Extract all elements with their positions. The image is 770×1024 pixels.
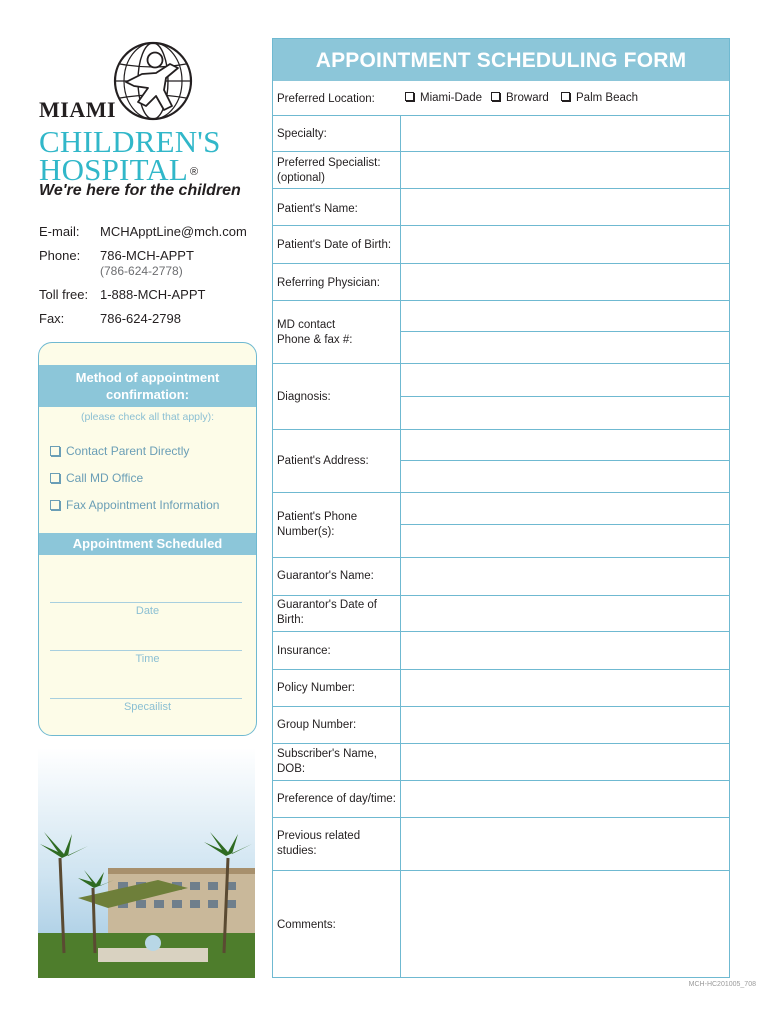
policy-field[interactable] (401, 670, 729, 706)
location-label: Preferred Location: (277, 93, 375, 105)
patient-name-label: Patient's Name: (277, 203, 358, 215)
insurance-label: Insurance: (277, 645, 331, 657)
fax-label: Fax: (39, 311, 65, 326)
brand-hospital: HOSPITAL (39, 152, 188, 187)
check-call-md[interactable] (50, 471, 143, 485)
specialist-label-line1: Preferred Specialist: (277, 157, 381, 169)
comments-label: Comments: (277, 919, 336, 931)
referring-field[interactable] (401, 264, 729, 300)
specialist-label (277, 156, 381, 186)
checkbox-icon[interactable] (50, 473, 60, 483)
guarantor-name-label: Guarantor's Name: (277, 570, 374, 582)
group-field[interactable] (401, 707, 729, 743)
phone-number-line2: Number(s): (277, 526, 335, 538)
phone-number-field[interactable] (401, 493, 729, 557)
location-broward-label: Broward (506, 92, 549, 104)
patient-name-field[interactable] (401, 189, 729, 225)
address-field[interactable] (401, 430, 729, 492)
studies-field[interactable] (401, 818, 729, 870)
brand-miami: MIAMI (39, 97, 117, 122)
time-line[interactable] (50, 650, 242, 651)
location-palm-beach-label: Palm Beach (576, 92, 639, 104)
check-fax-info[interactable] (50, 498, 219, 512)
location-palm-beach[interactable] (561, 92, 638, 104)
date-line[interactable] (50, 602, 242, 603)
dob-label: Patient's Date of Birth: (277, 239, 392, 251)
subscriber-field[interactable] (401, 744, 729, 780)
phone-numeric: (786-624-2778) (100, 264, 183, 278)
fax-value: 786-624-2798 (100, 311, 181, 326)
specialist-label: Specailist (123, 701, 172, 713)
form-code: MCH-HC201005_708 (688, 981, 756, 988)
time-label: Time (135, 653, 160, 665)
confirmation-panel (38, 342, 257, 736)
check-contact-parent-label: Contact Parent Directly (66, 444, 190, 458)
studies-line1: Previous related (277, 830, 361, 842)
md-contact-line2: Phone & fax #: (277, 334, 353, 346)
specialist-line[interactable] (50, 698, 242, 699)
tollfree-value: 1-888-MCH-APPT (100, 287, 206, 302)
diagnosis-field[interactable] (401, 364, 729, 429)
guarantor-name-field[interactable] (401, 558, 729, 595)
phone-label: Phone: (39, 248, 81, 263)
group-label: Group Number: (277, 719, 357, 731)
confirmation-title-line1: Method of appointment (75, 370, 220, 385)
checkbox-icon[interactable] (50, 500, 60, 510)
checkbox-icon[interactable] (405, 92, 414, 101)
insurance-field[interactable] (401, 632, 729, 669)
address-label: Patient's Address: (277, 455, 369, 467)
guarantor-dob-line2: Birth: (277, 614, 304, 626)
phone-number-label (277, 510, 357, 540)
phone-value: 786-MCH-APPT (100, 248, 194, 263)
location-miami-dade[interactable] (405, 92, 482, 104)
confirmation-title (39, 365, 256, 407)
checkbox-icon[interactable] (561, 92, 570, 101)
guarantor-dob-field[interactable] (401, 596, 729, 631)
subscriber-line2: DOB: (277, 763, 306, 775)
email-label: E-mail: (39, 224, 80, 239)
check-contact-parent[interactable] (50, 444, 189, 458)
brand-childrens: CHILDREN'S (39, 124, 221, 159)
appointment-scheduled-title: Appointment Scheduled (39, 533, 256, 555)
md-contact-field[interactable] (401, 301, 729, 363)
phone-number-line1: Patient's Phone (277, 511, 358, 523)
check-fax-info-label: Fax Appointment Information (66, 498, 220, 512)
comments-field[interactable] (401, 871, 729, 977)
hospital-photo (38, 748, 255, 978)
referring-label: Referring Physician: (277, 277, 380, 289)
globe-child-logo-icon (112, 40, 194, 122)
subscriber-label (277, 747, 377, 777)
md-contact-line1: MD contact (277, 319, 336, 331)
registered-mark: ® (190, 166, 199, 178)
specialist-field[interactable] (401, 152, 729, 188)
specialty-field[interactable] (401, 116, 729, 151)
guarantor-dob-line1: Guarantor's Date of (277, 599, 377, 611)
date-label: Date (135, 605, 160, 617)
email-value: MCHApptLine@mch.com (100, 224, 247, 239)
diagnosis-label: Diagnosis: (277, 391, 331, 403)
policy-label: Policy Number: (277, 682, 355, 694)
subscriber-line1: Subscriber's Name, (277, 748, 377, 760)
specialty-label: Specialty: (277, 128, 327, 140)
preference-field[interactable] (401, 781, 729, 817)
tagline: We're here for the children (39, 182, 241, 199)
dob-field[interactable] (401, 226, 729, 263)
check-call-md-label: Call MD Office (66, 471, 144, 485)
studies-line2: studies: (277, 845, 317, 857)
checkbox-icon[interactable] (50, 446, 60, 456)
checkbox-icon[interactable] (491, 92, 500, 101)
preference-label: Preference of day/time: (277, 793, 396, 805)
form-title: APPOINTMENT SCHEDULING FORM (273, 39, 729, 81)
studies-label (277, 829, 360, 859)
guarantor-dob-label (277, 598, 377, 628)
specialist-label-line2: (optional) (277, 172, 325, 184)
location-miami-dade-label: Miami-Dade (420, 92, 482, 104)
tollfree-label: Toll free: (39, 287, 89, 302)
confirmation-note: (please check all that apply): (80, 411, 215, 423)
confirmation-title-line2: confirmation: (105, 387, 190, 402)
appointment-form (272, 38, 730, 978)
location-broward[interactable] (491, 92, 549, 104)
md-contact-label (277, 318, 352, 348)
